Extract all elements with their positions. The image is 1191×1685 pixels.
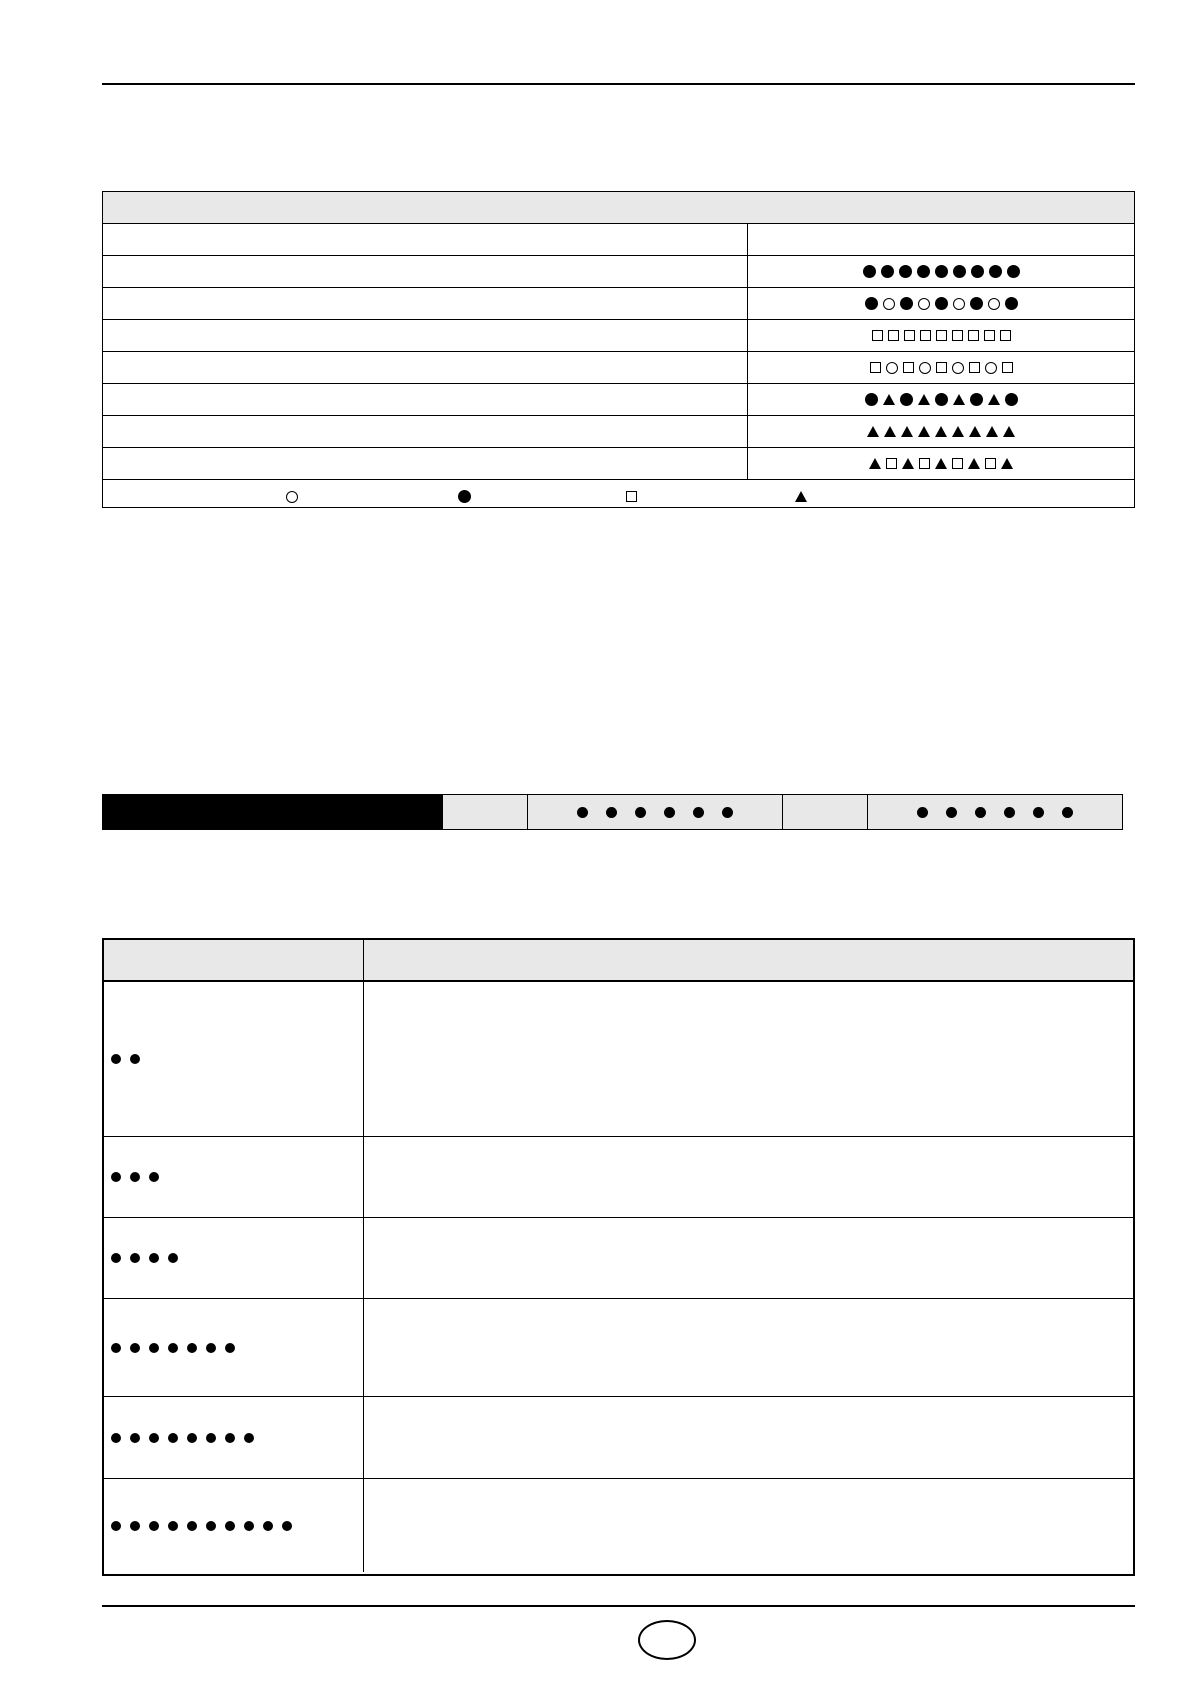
filled-circle-icon (975, 807, 986, 818)
filled-triangle-icon (1001, 458, 1013, 469)
filled-circle-icon (935, 393, 948, 406)
open-circle-icon (883, 298, 895, 310)
filled-circle-icon (225, 1521, 235, 1531)
open-circle-icon (919, 362, 931, 374)
table-row (104, 1479, 1133, 1572)
filled-triangle-icon (902, 458, 914, 469)
legend-filled-triangle (792, 488, 809, 506)
filled-circle-icon (881, 265, 894, 278)
filled-triangle-icon (986, 426, 998, 437)
filled-circle-icon (149, 1343, 159, 1353)
filled-circle-icon (225, 1433, 235, 1443)
filled-circle-icon (900, 297, 913, 310)
filled-circle-icon (970, 393, 983, 406)
table-row (103, 416, 1134, 448)
open-square-icon (904, 330, 915, 341)
strip-cell (783, 795, 868, 829)
filled-triangle-icon (918, 394, 930, 405)
filled-circle-icon (917, 807, 928, 818)
open-square-icon (936, 330, 947, 341)
filled-circle-icon (1033, 807, 1044, 818)
filled-circle-icon (606, 807, 617, 818)
filled-circle-icon (693, 807, 704, 818)
open-square-icon (888, 330, 899, 341)
filled-circle-icon (111, 1253, 121, 1263)
pattern-cell (748, 256, 1134, 287)
open-square-icon (968, 330, 979, 341)
open-square-icon (984, 330, 995, 341)
filled-circle-icon (187, 1433, 197, 1443)
blink-pattern-cell (104, 1137, 364, 1217)
filled-circle-icon (722, 807, 733, 818)
filled-circle-icon (865, 393, 878, 406)
filled-circle-icon (168, 1253, 178, 1263)
open-square-icon (985, 458, 996, 469)
filled-circle-icon (970, 297, 983, 310)
filled-circle-icon (111, 1172, 121, 1182)
legend-filled-circle (455, 488, 473, 506)
filled-circle-icon (282, 1521, 292, 1531)
filled-circle-icon (900, 393, 913, 406)
filled-circle-icon (953, 265, 966, 278)
filled-circle-icon (111, 1521, 121, 1531)
blink-pattern-cell (104, 1299, 364, 1396)
filled-circle-icon (130, 1172, 140, 1182)
open-circle-icon (286, 491, 298, 503)
filled-circle-icon (458, 490, 471, 503)
filled-circle-icon (111, 1343, 121, 1353)
filled-circle-icon (130, 1253, 140, 1263)
table-header-subrow (103, 224, 1134, 256)
legend-open-circle (283, 488, 300, 506)
filled-circle-icon (168, 1343, 178, 1353)
filled-circle-icon (206, 1521, 216, 1531)
filled-circle-icon (1007, 265, 1020, 278)
open-square-icon (952, 458, 963, 469)
strip-cell (443, 795, 528, 829)
filled-circle-icon (244, 1433, 254, 1443)
filled-triangle-icon (935, 458, 947, 469)
table-row (104, 1397, 1133, 1479)
filled-circle-icon (149, 1172, 159, 1182)
filled-circle-icon (111, 1433, 121, 1443)
strip-dots-left (528, 795, 783, 829)
filled-circle-icon (635, 807, 646, 818)
filled-circle-icon (206, 1433, 216, 1443)
filled-circle-icon (130, 1433, 140, 1443)
open-circle-icon (985, 362, 997, 374)
pattern-cell (748, 288, 1134, 319)
filled-circle-icon (111, 1054, 121, 1064)
filled-circle-icon (244, 1521, 254, 1531)
filled-circle-icon (130, 1521, 140, 1531)
filled-circle-icon (935, 297, 948, 310)
filled-circle-icon (225, 1343, 235, 1353)
filled-circle-icon (946, 807, 957, 818)
pattern-cell (748, 448, 1134, 479)
filled-circle-icon (1005, 297, 1018, 310)
table-header (103, 192, 1134, 224)
symbol-legend (103, 480, 1134, 509)
filled-circle-icon (1005, 393, 1018, 406)
filled-triangle-icon (867, 426, 879, 437)
filled-circle-icon (935, 265, 948, 278)
filled-circle-icon (1062, 807, 1073, 818)
filled-triangle-icon (918, 426, 930, 437)
pattern-cell (748, 320, 1134, 351)
filled-circle-icon (149, 1433, 159, 1443)
bottom-rule (102, 1605, 1135, 1607)
indicator-strip (102, 794, 1123, 830)
strip-dots-right (868, 795, 1122, 829)
open-square-icon (1002, 362, 1013, 373)
table-row (103, 256, 1134, 288)
signal-pattern-table (102, 191, 1135, 508)
filled-triangle-icon (935, 426, 947, 437)
filled-circle-icon (149, 1521, 159, 1531)
filled-triangle-icon (953, 394, 965, 405)
open-circle-icon (886, 362, 898, 374)
table-row (104, 982, 1133, 1137)
open-square-icon (919, 458, 930, 469)
filled-circle-icon (206, 1343, 216, 1353)
open-square-icon (872, 330, 883, 341)
filled-triangle-icon (869, 458, 881, 469)
filled-circle-icon (168, 1521, 178, 1531)
open-circle-icon (953, 298, 965, 310)
filled-circle-icon (130, 1054, 140, 1064)
table-header (104, 940, 1133, 982)
filled-triangle-icon (901, 426, 913, 437)
table-row (103, 448, 1134, 480)
filled-triangle-icon (969, 426, 981, 437)
table-row (104, 1218, 1133, 1299)
filled-triangle-icon (968, 458, 980, 469)
open-square-icon (936, 362, 947, 373)
pattern-cell (748, 416, 1134, 447)
open-square-icon (870, 362, 881, 373)
table-row (103, 320, 1134, 352)
pattern-cell (748, 384, 1134, 415)
filled-triangle-icon (988, 394, 1000, 405)
filled-circle-icon (664, 807, 675, 818)
open-square-icon (903, 362, 914, 373)
open-square-icon (969, 362, 980, 373)
open-square-icon (626, 491, 637, 502)
filled-circle-icon (577, 807, 588, 818)
filled-circle-icon (187, 1521, 197, 1531)
strip-black-cell (103, 795, 443, 829)
filled-circle-icon (1004, 807, 1015, 818)
filled-circle-icon (917, 265, 930, 278)
open-circle-icon (918, 298, 930, 310)
blink-pattern-cell (104, 1218, 364, 1298)
top-rule (102, 83, 1135, 85)
table-row (103, 384, 1134, 416)
blink-code-table (102, 938, 1135, 1576)
filled-circle-icon (971, 265, 984, 278)
table-row (103, 288, 1134, 320)
open-circle-icon (952, 362, 964, 374)
open-square-icon (886, 458, 897, 469)
filled-circle-icon (989, 265, 1002, 278)
blink-pattern-cell (104, 982, 364, 1136)
filled-triangle-icon (884, 426, 896, 437)
blink-pattern-cell (104, 1397, 364, 1478)
filled-triangle-icon (952, 426, 964, 437)
filled-triangle-icon (1003, 426, 1015, 437)
open-square-icon (952, 330, 963, 341)
legend-open-square (623, 488, 639, 506)
blink-pattern-cell (104, 1479, 364, 1572)
open-circle-icon (988, 298, 1000, 310)
table-row (104, 1299, 1133, 1397)
page-number-badge (638, 1620, 696, 1660)
filled-circle-icon (899, 265, 912, 278)
pattern-cell (748, 352, 1134, 383)
filled-circle-icon (168, 1433, 178, 1443)
table-row (104, 1137, 1133, 1218)
table-row (103, 352, 1134, 384)
filled-triangle-icon (795, 491, 807, 502)
filled-circle-icon (863, 265, 876, 278)
filled-circle-icon (187, 1343, 197, 1353)
filled-circle-icon (130, 1343, 140, 1353)
filled-triangle-icon (883, 394, 895, 405)
open-square-icon (920, 330, 931, 341)
open-square-icon (1000, 330, 1011, 341)
filled-circle-icon (865, 297, 878, 310)
filled-circle-icon (149, 1253, 159, 1263)
filled-circle-icon (263, 1521, 273, 1531)
